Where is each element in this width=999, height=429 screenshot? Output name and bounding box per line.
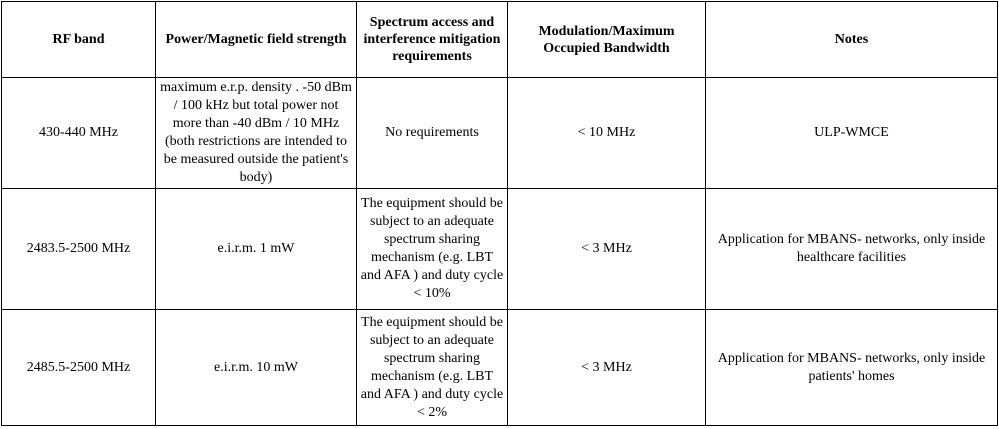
cell-power: e.i.r.m. 10 mW — [156, 310, 357, 426]
cell-bandwidth: < 10 MHz — [508, 78, 706, 189]
header-power: Power/Magnetic field strength — [156, 2, 357, 78]
header-notes: Notes — [706, 2, 998, 78]
cell-notes: Application for MBANS- networks, only inside healthcare facilities — [706, 189, 998, 310]
cell-power: e.i.r.m. 1 mW — [156, 189, 357, 310]
header-modulation: Modulation/Maximum Occupied Bandwidth — [508, 2, 706, 78]
cell-power: maximum e.r.p. density . -50 dBm / 100 kHz but total power not more than -40 dBm / 10 MHz (both restrictions are intended to be measured outside the patient's body) — [156, 78, 357, 189]
table-header-row — [2, 2, 998, 78]
table-row — [2, 78, 998, 189]
cell-bandwidth: < 3 MHz — [508, 310, 706, 426]
cell-bandwidth: < 3 MHz — [508, 189, 706, 310]
header-rf-band: RF band — [2, 2, 156, 78]
table-row — [2, 189, 998, 310]
cell-spectrum-access: The equipment should be subject to an adequate spectrum sharing mechanism (e.g. LBT and AFA ) and duty cycle < 10% — [357, 189, 508, 310]
header-spectrum-access: Spectrum access and interference mitigation requirements — [357, 2, 508, 78]
cell-notes: Application for MBANS- networks, only inside patients' homes — [706, 310, 998, 426]
cell-rf-band: 2483.5-2500 MHz — [2, 189, 156, 310]
rf-band-table — [1, 1, 998, 426]
cell-rf-band: 430-440 MHz — [2, 78, 156, 189]
cell-spectrum-access: No requirements — [357, 78, 508, 189]
cell-spectrum-access: The equipment should be subject to an adequate spectrum sharing mechanism (e.g. LBT and AFA ) and duty cycle < 2% — [357, 310, 508, 426]
cell-notes: ULP-WMCE — [706, 78, 998, 189]
table-row — [2, 310, 998, 426]
cell-rf-band: 2485.5-2500 MHz — [2, 310, 156, 426]
